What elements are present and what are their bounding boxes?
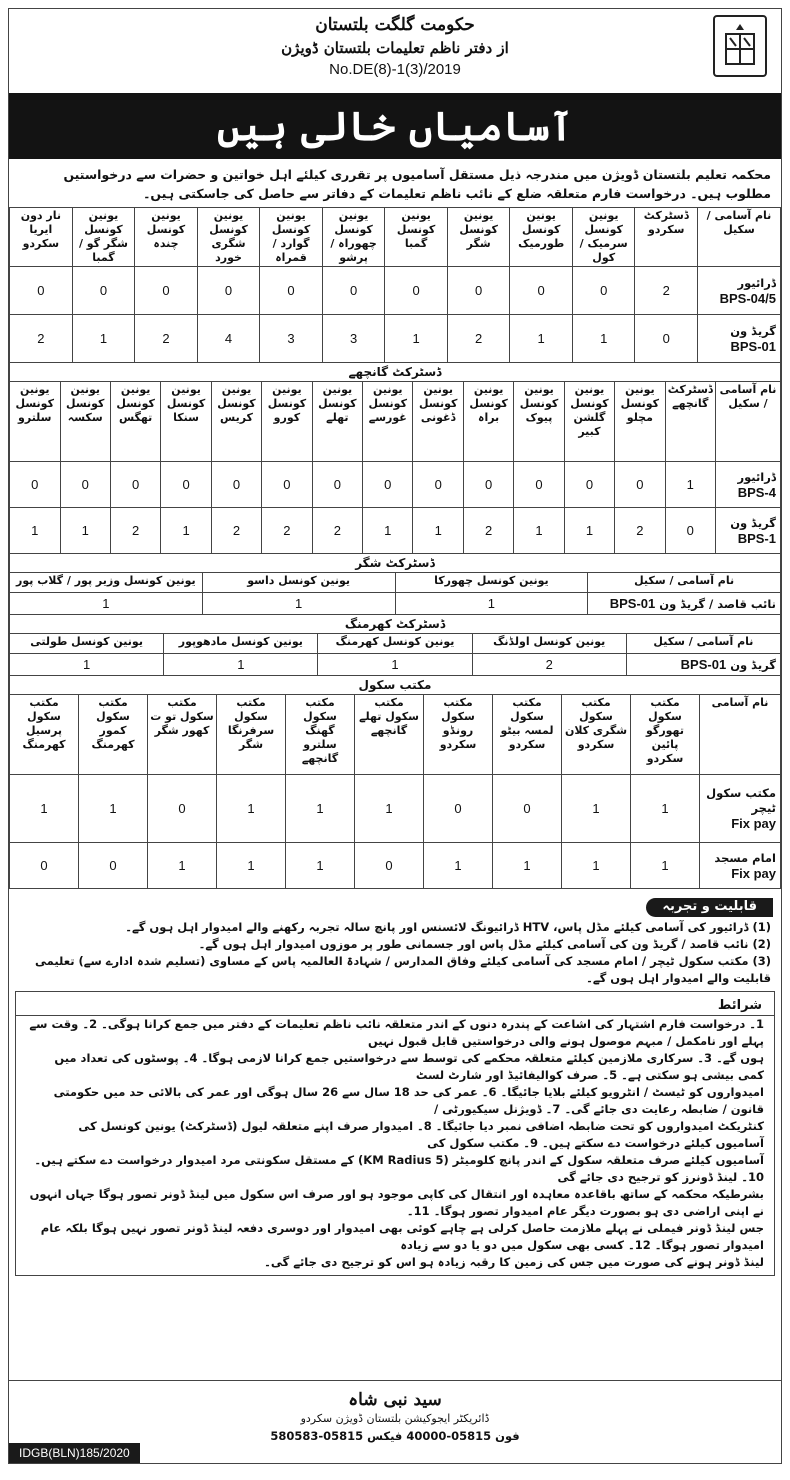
post-name: گریڈ ون <box>730 657 776 672</box>
row-label <box>700 775 781 843</box>
post-name: گریڈ ون <box>730 515 776 530</box>
table-header: یونین کونسل شگری خورد <box>197 208 260 267</box>
table-header: یونین کونسل سکسہ <box>60 382 110 462</box>
table-cell: 1 <box>564 508 614 554</box>
post-scale: BPS-01 <box>609 595 656 611</box>
footer <box>9 1380 781 1463</box>
table-header: مکتب سکول سرفرنگا شگر <box>217 695 286 775</box>
table-cell: 0 <box>615 462 665 508</box>
section-title-shigar: ڈسٹرکٹ شگر <box>9 554 781 572</box>
table-row <box>10 315 781 363</box>
section-title-kharmang: ڈسٹرکٹ کھرمنگ <box>9 615 781 633</box>
post-scale: BPS-01 <box>730 338 776 354</box>
table-cell: 1 <box>148 843 217 889</box>
signatory-name: سید نبی شاہ <box>348 1390 442 1410</box>
table-cell: 3 <box>260 315 323 363</box>
advertisement-page <box>8 8 782 1464</box>
table-cell: 1 <box>514 508 564 554</box>
qualification-item: (2) نائب قاصد / گریڈ ون کی آسامی کیلئے مڈل پاس اور جسمانی طور پر موزوں امیدوار اہل ہوں گے۔ <box>198 937 771 951</box>
table-cell: 0 <box>564 462 614 508</box>
table-cell: 1 <box>510 315 573 363</box>
table-header: یونین کونسل پیوک <box>514 382 564 462</box>
table-cell: 0 <box>79 843 148 889</box>
table-cell: 1 <box>318 654 472 676</box>
table-cell: 1 <box>79 775 148 843</box>
table-cell: 0 <box>493 775 562 843</box>
table-cell: 1 <box>355 775 424 843</box>
table-cell: 1 <box>572 315 635 363</box>
table-cell: 0 <box>110 462 160 508</box>
table-row <box>10 654 781 676</box>
table-cell: 1 <box>562 775 631 843</box>
table-header: مکتب سکول لمسہ بیٹو سکردو <box>493 695 562 775</box>
table-header: مکتب سکول کمور کھرمنگ <box>79 695 148 775</box>
table-cell: 1 <box>60 508 110 554</box>
condition-line: 1۔ درخواست فارم اشتہار کی اشاعت کے پندرہ دنوں کے اندر متعلقہ نائب ناظم تعلیمات کے دفتر میں جمع کرانا ہوگی۔ 2۔ وقت سے پہلے اور نامکمل / مبہم موصول ہونے والی درخواستیں قابل قبول نہیں <box>29 1017 764 1048</box>
table-cell: 2 <box>110 508 160 554</box>
table-cell: 2 <box>447 315 510 363</box>
table-cell: 0 <box>161 462 211 508</box>
row-label <box>700 843 781 889</box>
table-header: یونین کونسل براہ <box>463 382 513 462</box>
table-cell: 0 <box>72 267 135 315</box>
table-header: مکتب سکول شگری کلان سکردو <box>562 695 631 775</box>
condition-line: امیدواروں کو ٹیسٹ / انٹرویو کیلئے بلایا جائیگا۔ 6۔ عمر کی حد 18 سال سے 26 سال ہوگی اور عمر کی بالائی حد میں حکومتی قانون / ضابطہ رعایت دی جائے گی۔ 7۔ ڈویژنل سیکیورٹی / <box>53 1085 764 1116</box>
table-header: مکتب سکول تو ت کھور شگر <box>148 695 217 775</box>
table-cell: 1 <box>72 315 135 363</box>
table-cell: 0 <box>262 462 312 508</box>
table-cell: 0 <box>463 462 513 508</box>
conditions-section <box>15 991 775 1276</box>
table-cell: 1 <box>385 315 448 363</box>
table-header: یونین کونسل تھلے <box>312 382 362 462</box>
condition-line: لینڈ ڈونر ہونے کی صورت میں جس کی زمین کا رقبہ زیادہ ہو اس کو ترجیح دی جائے گی۔ <box>264 1255 764 1269</box>
table-header: نام آسامی / سکیل <box>698 208 781 267</box>
section-title-ghanche: ڈسٹرکٹ گانچھے <box>9 363 781 381</box>
table-cell: 0 <box>148 775 217 843</box>
table-header: یونین کونسل گمبا <box>385 208 448 267</box>
post-name: ڈرائیور <box>737 469 776 484</box>
condition-line: جس لینڈ ڈونر فیملی نے پہلے ملازمت حاصل کرلی ہے چاہے کوئی بھی امیدوار اور دوسری دفعہ لینڈ ڈونر تصور نہیں ہوگا بلکہ عام امیدوار تصور ہوگا۔ 12۔ کسی بھی سکول میں دو یا دو سے زیادہ <box>40 1221 764 1252</box>
table-cell: 0 <box>510 267 573 315</box>
post-scale: BPS-04/5 <box>719 290 776 306</box>
table-cell: 0 <box>135 267 198 315</box>
section-title-maktab: مکتب سکول <box>9 676 781 694</box>
table-cell: 2 <box>472 654 626 676</box>
table-cell: 1 <box>217 843 286 889</box>
government-title: حکومت گلگت بلتستان <box>315 15 475 35</box>
post-name: گریڈ ون <box>730 323 776 338</box>
table-header: یونین کونسل چھورکا <box>395 573 588 593</box>
table-header: یونین کونسل ڈغونی <box>413 382 463 462</box>
table-header: مکتب سکول پرسیل کھرمنگ <box>10 695 79 775</box>
table-cell: 1 <box>631 843 700 889</box>
table-cell: 0 <box>514 462 564 508</box>
table-cell: 0 <box>211 462 261 508</box>
table-header: یونین کونسل غورسے <box>363 382 413 462</box>
table-row <box>10 508 781 554</box>
conditions-title: شرائط <box>16 996 774 1016</box>
table-row <box>10 267 781 315</box>
post-scale: Fix pay <box>731 865 776 881</box>
table-cell: 0 <box>60 462 110 508</box>
table-header: یونین کونسل چھوراہ / پرشو <box>322 208 385 267</box>
table-cell: 0 <box>355 843 424 889</box>
post-name: مکتب سکول ٹیچر <box>706 786 776 815</box>
table-cell: 0 <box>447 267 510 315</box>
table-cell: 0 <box>312 462 362 508</box>
maktab-school-table <box>9 694 781 889</box>
table-cell: 0 <box>665 508 715 554</box>
post-name: امام مسجد <box>714 850 776 865</box>
table-cell: 0 <box>10 267 73 315</box>
table-cell: 1 <box>631 775 700 843</box>
table-cell: 1 <box>164 654 318 676</box>
table-cell: 0 <box>260 267 323 315</box>
row-label <box>698 267 781 315</box>
table-header: نار دون ایریا سکردو <box>10 208 73 267</box>
table-cell: 2 <box>211 508 261 554</box>
table-cell: 2 <box>463 508 513 554</box>
table-cell: 1 <box>286 775 355 843</box>
table-cell: 1 <box>10 593 203 615</box>
table-cell: 0 <box>413 462 463 508</box>
table-header: یونین کونسل مچلو <box>615 382 665 462</box>
table-cell: 1 <box>161 508 211 554</box>
advertisement-id: IDGB(BLN)185/2020 <box>9 1443 140 1463</box>
table-cell: 1 <box>202 593 395 615</box>
table-cell: 0 <box>424 775 493 843</box>
table-cell: 0 <box>572 267 635 315</box>
qualifications-section <box>9 889 781 987</box>
row-label <box>716 462 781 508</box>
table-header: یونین کونسل تھگس <box>110 382 160 462</box>
table-header: یونین کونسل شگر گو / گمبا <box>72 208 135 267</box>
table-header: یونین کونسل کریس <box>211 382 261 462</box>
table-header: یونین کونسل گوارد / قمراہ <box>260 208 323 267</box>
table-cell: 1 <box>10 654 164 676</box>
table-row <box>10 462 781 508</box>
condition-line: ہوں گے۔ 3۔ سرکاری ملازمین کیلئے متعلقہ محکمے کی توسط سے درخواستیں جمع کرانا لازمی ہوگا۔ 4۔ پوسٹوں کی تعداد میں کمی بیشی ہو سکتی ہے۔ 5۔ صرف کوالیفائیڈ اور شارٹ لسٹ <box>54 1051 764 1082</box>
table-cell: 2 <box>615 508 665 554</box>
vacancies-banner: آسامیاں خالی ہیں <box>9 93 781 159</box>
table-cell: 1 <box>286 843 355 889</box>
header <box>9 9 781 93</box>
table-cell: 0 <box>10 843 79 889</box>
table-header: یونین کونسل سرمیک / کول <box>572 208 635 267</box>
table-header: یونین کونسل اولڈنگ <box>472 634 626 654</box>
shigar-table <box>9 572 781 615</box>
row-label <box>698 315 781 363</box>
table-cell: 4 <box>197 315 260 363</box>
table-header: مکتب سکول رونڈو سکردو <box>424 695 493 775</box>
post-scale: Fix pay <box>731 816 776 831</box>
qualifications-header <box>9 889 781 919</box>
table-cell: 0 <box>363 462 413 508</box>
table-header: مکتب سکول گھنگ سلترو گانچھے <box>286 695 355 775</box>
post-name: ڈرائیور <box>737 275 776 290</box>
table-cell: 2 <box>312 508 362 554</box>
table-row <box>10 593 781 615</box>
table-header: یونین کونسل کھرمنگ <box>318 634 472 654</box>
post-scale: BPS-1 <box>737 530 776 546</box>
table-cell: 2 <box>635 267 698 315</box>
row-label <box>626 654 780 676</box>
qualification-item: (3) مکتب سکول ٹیچر / امام مسجد کی آسامی کیلئے وفاق المدارس / شہادۃ العالمیہ پاس کے مساوی (تسلیم شدہ ادارے سے) تعلیمی قابلیت والے امیدوار اہل ہوں گے۔ <box>34 954 771 985</box>
table-header: مکتب سکول تھورگو پائین سکردو <box>631 695 700 775</box>
table-header: یونین کونسل سنکا <box>161 382 211 462</box>
table-cell: 1 <box>217 775 286 843</box>
table-cell: 1 <box>10 508 61 554</box>
table-row <box>10 775 781 843</box>
table-header: یونین کونسل طورمیک <box>510 208 573 267</box>
table-header: یونین کونسل وزیر پور / گلاب پور <box>10 573 203 593</box>
condition-line: آسامیوں کیلئے صرف متعلقہ سکول کے اندر پانچ کلومیٹر (5 KM Radius) کے مستقل سکونتی مرد امیدوار درخواست دے سکتے ہیں۔ 10۔ لینڈ ڈونرز کو ترجیح دی جائے گی <box>34 1153 764 1184</box>
table-header: مکتب سکول تھلے گانچھے <box>355 695 424 775</box>
row-label <box>588 593 781 615</box>
table-cell: 0 <box>197 267 260 315</box>
government-emblem-icon <box>713 15 767 77</box>
table-cell: 1 <box>413 508 463 554</box>
table-cell: 0 <box>635 315 698 363</box>
table-header: ڈسٹرکٹ سکردو <box>635 208 698 267</box>
skardu-table <box>9 207 781 363</box>
table-cell: 0 <box>322 267 385 315</box>
table-cell: 1 <box>10 775 79 843</box>
reference-number: No.DE(8)-1(3)/2019 <box>329 61 461 78</box>
table-row <box>10 843 781 889</box>
table-cell: 1 <box>665 462 715 508</box>
table-header: نام آسامی / سکیل <box>716 382 781 462</box>
table-header: یونین کونسل گلشن کبیر <box>564 382 614 462</box>
table-cell: 1 <box>562 843 631 889</box>
table-cell: 1 <box>363 508 413 554</box>
signatory-designation: ڈائریکٹر ایجوکیشن بلتستان ڈویژن سکردو <box>300 1412 490 1425</box>
qualifications-title: قابلیت و تجربہ <box>646 898 773 917</box>
table-cell: 2 <box>10 315 73 363</box>
office-title: از دفتر ناظم تعلیمات بلتستان ڈویژن <box>281 39 509 57</box>
table-cell: 0 <box>10 462 61 508</box>
condition-line: کنٹریکٹ امیدواروں کو تحت ضابطہ اضافی نمبر دیا جائیگا۔ 8۔ امیدوار صرف اپنے متعلقہ لیول (ڈسٹرکٹ) یونین کونسل کی آسامیوں کیلئے درخواست دے سکتے ہیں۔ 9۔ مکتب سکول کی <box>78 1119 764 1150</box>
table-header: یونین کونسل سلترو <box>10 382 61 462</box>
table-header: یونین کونسل شگر <box>447 208 510 267</box>
post-name: نائب قاصد / گریڈ ون <box>659 596 776 611</box>
table-header: ڈسٹرکٹ گانچھے <box>665 382 715 462</box>
post-scale: BPS-4 <box>737 484 776 500</box>
row-label <box>716 508 781 554</box>
table-header: نام آسامی <box>700 695 781 775</box>
table-header: یونین کونسل مادھوپور <box>164 634 318 654</box>
intro-paragraph: محکمہ تعلیم بلتستان ڈویژن میں مندرجہ ذیل مستقل آسامیوں پر تقرری کیلئے اہل خواتین و حضرات سے درخواستیں مطلوب ہیں۔ درخواست فارم متعلقہ ضلع کے نائب ناظم تعلیمات کے دفاتر سے حاصل کی جاسکتی ہیں۔ <box>63 167 771 201</box>
table-header: نام آسامی / سکیل <box>588 573 781 593</box>
table-cell: 2 <box>262 508 312 554</box>
table-cell: 2 <box>135 315 198 363</box>
kharmang-table <box>9 633 781 676</box>
table-cell: 1 <box>493 843 562 889</box>
condition-line: بشرطیکہ محکمہ کے ساتھ باقاعدہ معاہدہ اور انتقال کی کاپی موجود ہو اور صرف اس سکول میں لینڈ ڈونر تصور ہوگا جہاں انہوں نے اپنی اراضی دی ہو بصورت دیگر عام امیدوار تصور ہوگا۔ 11۔ <box>29 1187 764 1218</box>
contact-numbers: فون 05815-40000 فیکس 05815-580583 <box>270 1429 520 1443</box>
table-header: نام آسامی / سکیل <box>626 634 780 654</box>
table-cell: 1 <box>424 843 493 889</box>
post-scale: BPS-01 <box>680 656 727 672</box>
table-header: یونین کونسل چندہ <box>135 208 198 267</box>
table-header: یونین کونسل داسو <box>202 573 395 593</box>
table-cell: 0 <box>385 267 448 315</box>
ghanche-table <box>9 381 781 554</box>
table-cell: 3 <box>322 315 385 363</box>
table-cell: 1 <box>395 593 588 615</box>
table-header: یونین کونسل کورو <box>262 382 312 462</box>
table-header: یونین کونسل طولتی <box>10 634 164 654</box>
qualification-item: (1) ڈرائیور کی آسامی کیلئے مڈل پاس، HTV ڈرائیونگ لائسنس اور پانچ سالہ تجربہ رکھنے والے امیدوار اہل ہوں گے۔ <box>125 920 771 934</box>
